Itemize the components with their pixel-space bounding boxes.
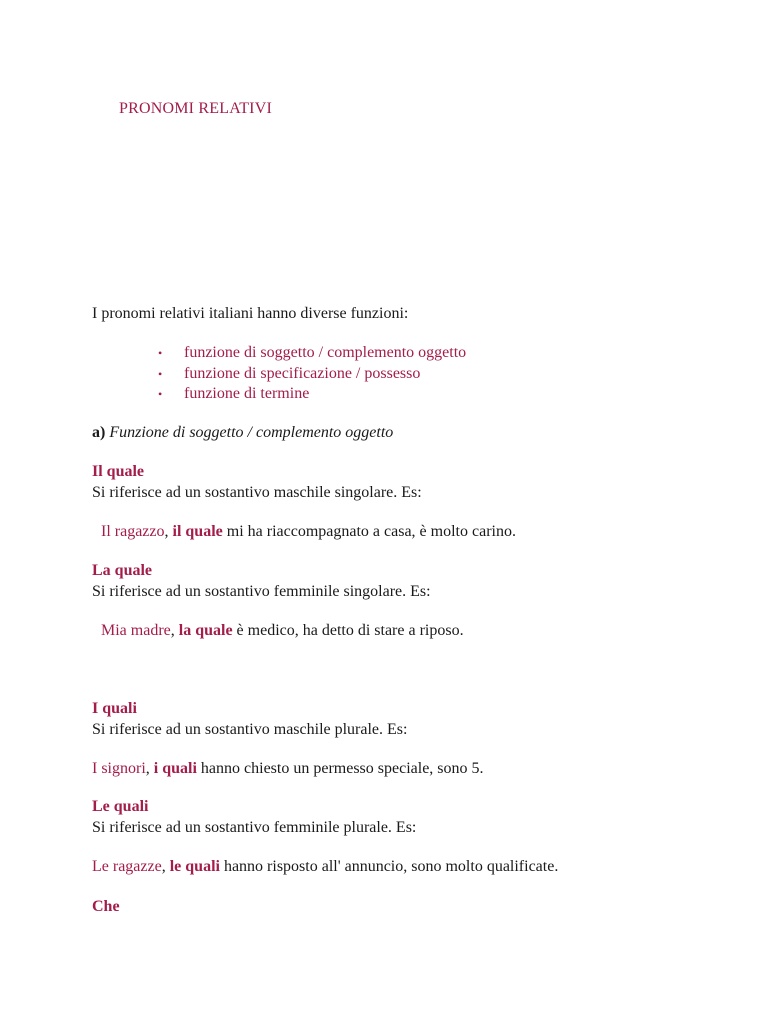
list-item — [158, 384, 466, 405]
example-pronoun: il quale — [172, 523, 223, 540]
function-label: funzione di soggetto / complemento oggetto — [184, 344, 467, 361]
function-label: funzione di termine — [184, 385, 310, 402]
section-letter: a) — [92, 424, 106, 441]
section-title: Funzione di soggetto / complemento oggetto — [109, 424, 394, 441]
bullet-icon: • — [158, 387, 163, 401]
example-noun: Il ragazzo — [101, 523, 165, 540]
entry-description: Si riferisce ad un sostantivo maschile singolare. Es: — [92, 484, 422, 501]
example-rest: mi ha riaccompagnato a casa, è molto carino. — [222, 523, 516, 540]
example-sentence — [92, 760, 484, 778]
entry-description: Si riferisce ad un sostantivo femminile plurale. Es: — [92, 819, 417, 836]
example-comma: , — [145, 760, 150, 777]
entry-title-che: Che — [92, 898, 120, 915]
entry-title-la-quale: La quale — [92, 562, 153, 579]
example-sentence — [101, 523, 516, 541]
example-pronoun: la quale — [178, 622, 233, 639]
example-noun: Mia madre — [101, 622, 171, 639]
example-rest: è medico, ha detto di stare a riposo. — [232, 622, 464, 639]
example-sentence — [92, 858, 558, 876]
list-item — [158, 343, 466, 364]
example-comma: , — [164, 523, 169, 540]
bullet-icon: • — [158, 366, 163, 381]
example-rest: hanno chiesto un permesso speciale, sono 5. — [196, 760, 484, 777]
example-comma: , — [170, 622, 175, 639]
entry-title-il-quale: Il quale — [92, 463, 145, 480]
entry-description: Si riferisce ad un sostantivo femminile singolare. Es: — [92, 583, 431, 600]
section-a-heading — [92, 424, 393, 442]
example-comma: , — [161, 858, 166, 875]
example-pronoun: i quali — [153, 760, 197, 777]
entry-title-le-quali: Le quali — [92, 798, 149, 815]
document-title: PRONOMI RELATIVI — [119, 100, 272, 117]
bullet-icon: • — [158, 346, 163, 360]
entry-description: Si riferisce ad un sostantivo maschile plurale. Es: — [92, 721, 408, 738]
example-rest: hanno risposto all' annuncio, sono molto qualificate. — [219, 858, 559, 875]
function-label: funzione di specificazione / possesso — [184, 364, 421, 382]
example-pronoun: le quali — [169, 858, 220, 875]
example-sentence — [101, 622, 464, 640]
example-noun: I signori — [92, 760, 146, 777]
example-noun: Le ragazze — [92, 858, 162, 875]
functions-list — [158, 343, 466, 405]
entry-title-i-quali: I quali — [92, 700, 137, 717]
list-item — [158, 364, 466, 385]
intro-paragraph: I pronomi relativi italiani hanno diverse funzioni: — [92, 305, 409, 322]
